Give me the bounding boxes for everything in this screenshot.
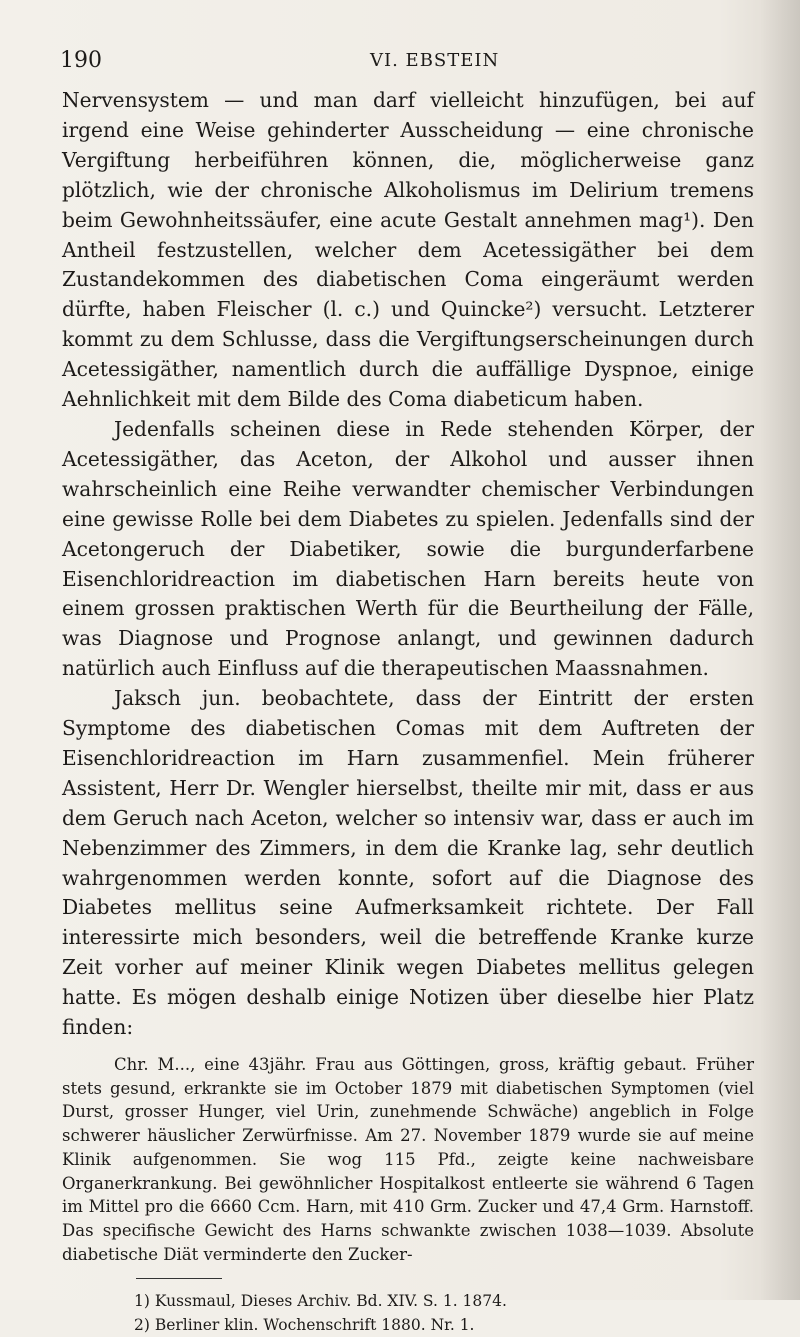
footnote-1: 1) Kussmaul, Dieses Archiv. Bd. XIV. S. 1. 1874.	[134, 1292, 507, 1311]
footnote-2: 2) Berliner klin. Wochenschrift 1880. Nr. 1.	[134, 1316, 475, 1335]
footnote-separator	[136, 1278, 222, 1279]
page-edge-shadow	[760, 0, 800, 1300]
page-header	[60, 40, 760, 80]
running-head: VI. EBSTEIN	[370, 49, 500, 71]
body-text	[62, 86, 754, 1337]
case-report: Chr. M..., eine 43jähr. Frau aus Göttingen, gross, kräftig gebaut. Früher stets gesund, erkrankte sie im October 1879 mit diabetischen Symptomen (viel Durst, grosser Hunger, viel Urin, zunehmende Schwäche) angeblich in Folge schwerer häuslicher Zerwürfnisse. Am 27. November 1879 wurde sie auf meine Klinik aufgenommen. Sie wog 115 Pfd., zeigte keine nachweisbare Organerkrankung. Bei gewöhnlicher Hospitalkost entleerte sie während 6 Tagen im Mittel pro die 6660 Ccm. Harn, mit 410 Grm. Zucker und 47,4 Grm. Harnstoff. Das specifische Gewicht des Harns schwankte zwischen 1038—1039. Absolute diabetische Diät verminderte den Zucker-	[62, 1055, 754, 1264]
paragraph-3: Jaksch jun. beobachtete, dass der Eintritt der ersten Symptome des diabetischen Comas mit dem Auftreten der Eisenchloridreaction im Harn zusammenfiel. Mein früherer Assistent, Herr Dr. Wengler hierselbst, theilte mir mit, dass er aus dem Geruch nach Aceton, welcher so intensiv war, dass er auch im Nebenzimmer des Zimmers, in dem die Kranke lag, sehr deutlich wahrgenommen werden konnte, sofort auf die Diagnose des Diabetes mellitus seine Aufmerksamkeit richtete. Der Fall interessirte mich besonders, weil die betreffende Kranke kurze Zeit vorher auf meiner Klinik wegen Diabetes mellitus gelegen hatte. Es mögen deshalb einige Notizen über dieselbe hier Platz finden:	[62, 686, 754, 1040]
paragraph-1: Nervensystem — und man darf vielleicht hinzufügen, bei auf irgend eine Weise gehinderter Ausscheidung — eine chronische Vergiftung herbeiführen können, die, möglicherweise ganz plötzlich, wie der chronische Alkoholismus im Delirium tremens beim Gewohnheitssäufer, eine acute Gestalt annehmen mag¹). Den Antheil festzustellen, welcher dem Acetessigäther bei dem Zustandekommen des diabetischen Coma eingeräumt werden dürfte, haben Fleischer (l. c.) und Quincke²) versucht. Letzterer kommt zu dem Schlusse, dass die Vergiftungserscheinungen durch Acetessigäther, namentlich durch die auffällige Dyspnoe, einige Aehnlichkeit mit dem Bilde des Coma diabeticum haben.	[62, 88, 754, 412]
paragraph-2: Jedenfalls scheinen diese in Rede stehenden Körper, der Acetessigäther, das Aceton, der Alkohol und ausser ihnen wahrscheinlich eine Reihe verwandter chemischer Verbindungen eine gewisse Rolle bei dem Diabetes zu spielen. Jedenfalls sind der Acetongeruch der Diabetiker, sowie die burgunderfarbene Eisenchloridreaction im diabetischen Harn bereits heute von einem grossen praktischen Werth für die Beurtheilung der Fälle, was Diagnose und Prognose anlangt, und gewinnen dadurch natürlich auch Einfluss auf die therapeutischen Maassnahmen.	[62, 416, 754, 681]
page-number: 190	[60, 47, 102, 73]
